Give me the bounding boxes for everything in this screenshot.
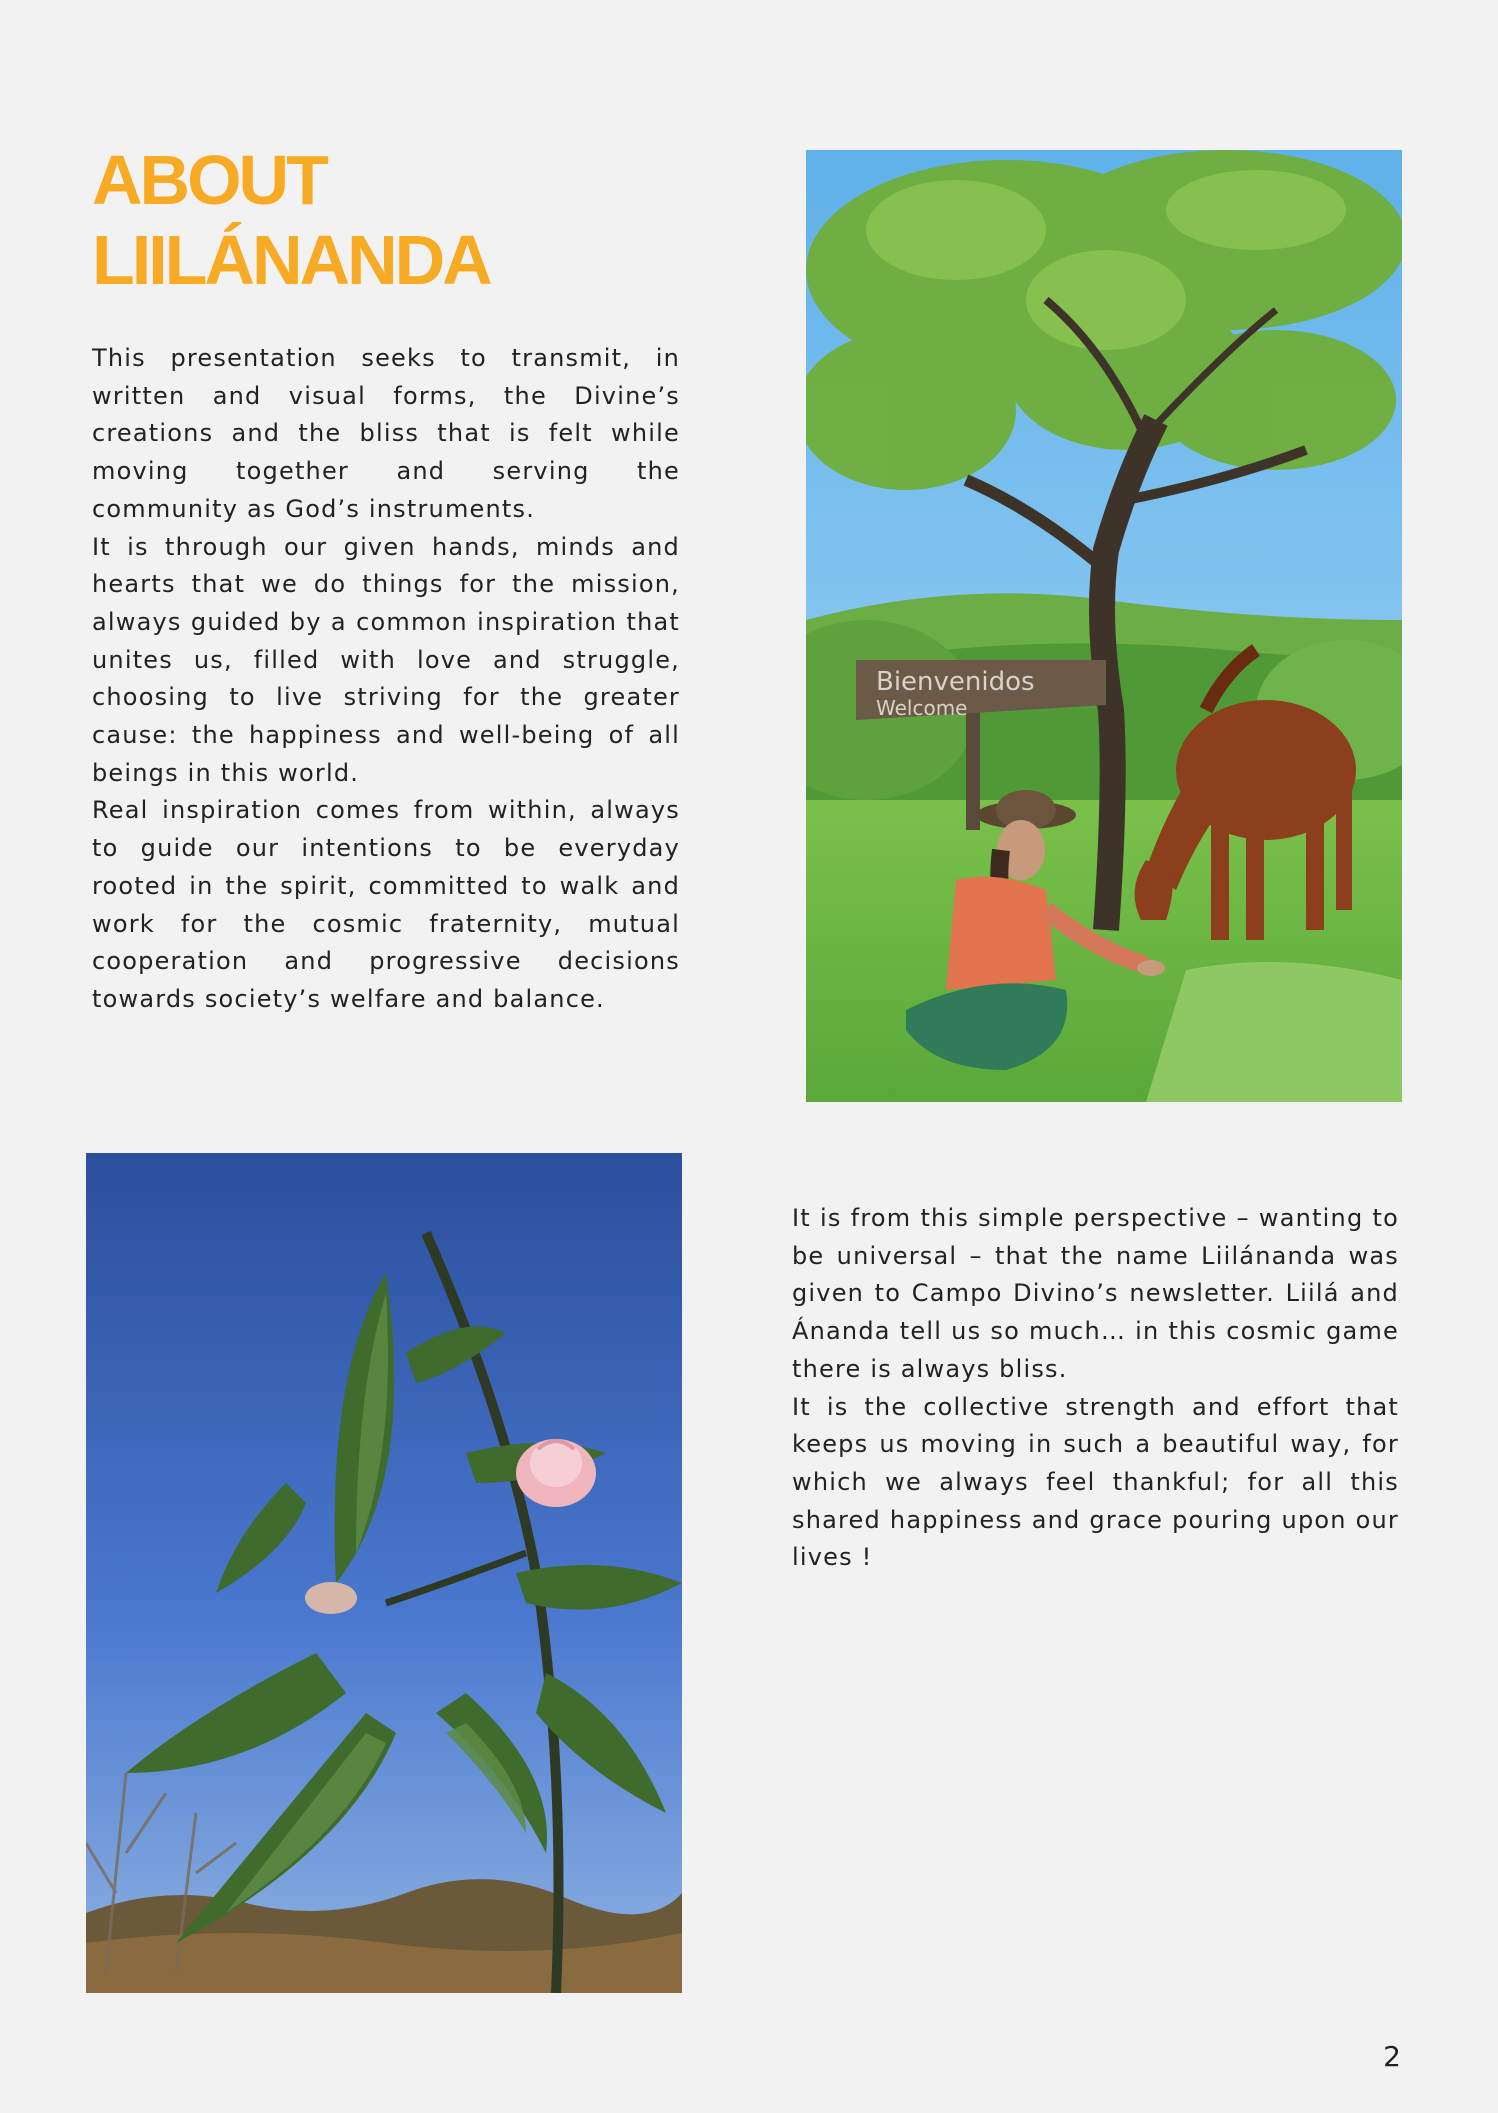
- page-title-line-1: ABOUT: [92, 141, 326, 219]
- man-with-horse-photo: [806, 150, 1402, 1102]
- intro-text-column: [92, 340, 680, 1019]
- intro-paragraph: Real inspiration comes from within, always to guide our intentions to be everyday rooted in the spirit, committed to walk and work for the cosmic fraternity, mutual cooperation and progressive decisions towards society’s welfare and balance.: [92, 796, 680, 1013]
- intro-paragraph: This presentation seeks to transmit, in written and visual forms, the Divine’s creations and the bliss that is felt while moving together and serving the community as God’s instruments.: [92, 344, 680, 523]
- sign-text: Bienvenidos: [876, 667, 1035, 697]
- page-title: [92, 140, 652, 300]
- sign-text-2: Welcome: [876, 696, 968, 720]
- flower-branch-photo: [86, 1153, 682, 1993]
- page-title-line-2: LIILÁNANDA: [92, 221, 490, 299]
- closing-paragraph: It is from this simple perspective – wanting to be universal – that the name Liilánanda was given to Campo Divino’s newsletter. Liilá and Ánanda tell us so much… in this cosmic game there is always bliss.: [792, 1204, 1399, 1383]
- page-number: 2: [1383, 2040, 1401, 2073]
- closing-paragraph: It is the collective strength and effort that keeps us moving in such a beautiful way, for which we always feel thankful; for all this shared happiness and grace pouring upon our lives !: [792, 1392, 1399, 1572]
- intro-paragraph: It is through our given hands, minds and hearts that we do things for the mission, always guided by a common inspiration that unites us, filled with love and struggle, choosing to live striving for the greater cause: the happiness and well-being of all beings in this world.: [92, 532, 680, 787]
- closing-text-column: [792, 1200, 1399, 1577]
